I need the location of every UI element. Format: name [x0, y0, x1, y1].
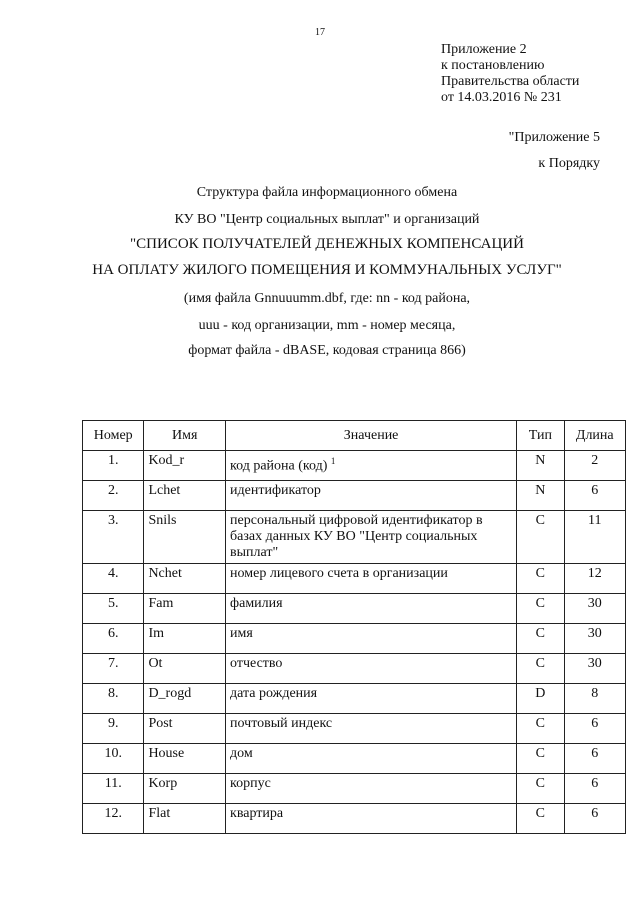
cell-num	[83, 564, 144, 594]
cell-length	[564, 714, 625, 744]
table-row	[83, 481, 626, 511]
table-row	[83, 654, 626, 684]
page-number: 17	[315, 27, 325, 38]
cell-type-text: C	[535, 596, 546, 611]
table-row	[83, 564, 626, 594]
cell-length-text: 30	[587, 626, 602, 641]
cell-num-text: 12.	[104, 806, 122, 821]
cell-length-text: 6	[591, 483, 599, 498]
title-line: формат файла - dBASE, кодовая страница 866)	[188, 343, 466, 358]
table-row	[83, 774, 626, 804]
cell-type	[517, 774, 564, 804]
footnote-marker: 1	[330, 456, 336, 466]
poryadok-label: к Порядку	[538, 156, 600, 171]
cell-type-text: N	[535, 453, 546, 468]
table-header-row	[83, 421, 626, 451]
cell-num-text: 6.	[107, 626, 119, 641]
cell-type-text: C	[535, 513, 546, 528]
cell-name-text: Flat	[148, 806, 171, 821]
cell-type-text: C	[535, 806, 546, 821]
cell-num-text: 1.	[107, 453, 119, 468]
cell-num	[83, 804, 144, 834]
cell-length	[564, 451, 625, 481]
cell-num	[83, 774, 144, 804]
cell-length-text: 6	[591, 746, 599, 761]
appendix-line: к постановлению	[441, 58, 545, 73]
cell-num	[83, 684, 144, 714]
cell-value-text: имя	[230, 626, 253, 641]
cell-value	[226, 804, 517, 834]
table-row	[83, 451, 626, 481]
cell-value	[226, 624, 517, 654]
cell-length	[564, 624, 625, 654]
cell-value-text: корпус	[230, 776, 271, 791]
cell-num-text: 9.	[107, 716, 119, 731]
cell-num	[83, 654, 144, 684]
cell-length-text: 30	[587, 656, 602, 671]
cell-type	[517, 744, 564, 774]
cell-length	[564, 654, 625, 684]
cell-name	[144, 511, 226, 564]
cell-num-text: 11.	[104, 776, 122, 791]
cell-num	[83, 511, 144, 564]
cell-name-text: Nchet	[148, 566, 182, 581]
title-line: Структура файла информационного обмена	[196, 185, 458, 200]
cell-value-text: дата рождения	[230, 686, 318, 701]
cell-name-text: Lchet	[148, 483, 181, 498]
cell-num-text: 4.	[107, 566, 119, 581]
cell-value-text: идентификатор	[230, 483, 321, 498]
cell-value	[226, 594, 517, 624]
table-row	[83, 511, 626, 564]
cell-num-text: 2.	[107, 483, 119, 498]
table-row	[83, 804, 626, 834]
cell-length	[564, 744, 625, 774]
cell-name	[144, 804, 226, 834]
cell-type	[517, 511, 564, 564]
cell-num	[83, 594, 144, 624]
cell-value-text: персональный цифровой идентификатор в базах данных КУ ВО "Центр социальных выплат"	[230, 513, 483, 560]
title-line: uuu - код организации, mm - номер месяца,	[198, 318, 456, 333]
cell-length-text: 11	[588, 513, 602, 528]
cell-value-text: почтовый индекс	[230, 716, 333, 731]
cell-type	[517, 564, 564, 594]
cell-value	[226, 744, 517, 774]
title-line: (имя файла Gnnuuumm.dbf, где: nn - код района,	[183, 291, 471, 306]
cell-num	[83, 624, 144, 654]
appendix-line: Приложение 2	[441, 42, 527, 57]
cell-length	[564, 564, 625, 594]
cell-name-text: D_rogd	[148, 686, 192, 701]
cell-name	[144, 654, 226, 684]
cell-name	[144, 481, 226, 511]
cell-num-text: 5.	[107, 596, 119, 611]
table-row	[83, 624, 626, 654]
cell-length-text: 12	[587, 566, 602, 581]
header-num: Номер	[83, 421, 144, 451]
cell-num	[83, 451, 144, 481]
cell-type	[517, 804, 564, 834]
cell-value-text: квартира	[230, 806, 284, 821]
cell-num-text: 8.	[107, 686, 119, 701]
cell-length-text: 8	[591, 686, 599, 701]
cell-length	[564, 594, 625, 624]
cell-length-text: 30	[587, 596, 602, 611]
appendix-line: Правительства области	[441, 74, 580, 89]
table-row	[83, 684, 626, 714]
cell-type-text: D	[535, 686, 546, 701]
header-type: Тип	[517, 421, 564, 451]
cell-name-text: Korp	[148, 776, 178, 791]
cell-name	[144, 744, 226, 774]
cell-num	[83, 481, 144, 511]
cell-name-text: Fam	[148, 596, 174, 611]
cell-value	[226, 451, 517, 481]
cell-name	[144, 594, 226, 624]
cell-length	[564, 804, 625, 834]
table-row	[83, 594, 626, 624]
cell-type-text: N	[535, 483, 546, 498]
cell-length	[564, 511, 625, 564]
cell-type-text: C	[535, 566, 546, 581]
cell-value-text: код района (код)	[230, 458, 328, 474]
cell-num-text: 10.	[104, 746, 122, 761]
cell-type-text: C	[535, 776, 546, 791]
cell-type-text: C	[535, 746, 546, 761]
cell-value	[226, 654, 517, 684]
cell-value-text: отчество	[230, 656, 283, 671]
fields-table	[82, 420, 626, 834]
cell-type-text: C	[535, 716, 546, 731]
cell-value-text: дом	[230, 746, 253, 761]
cell-length	[564, 684, 625, 714]
table-row	[83, 714, 626, 744]
cell-value	[226, 684, 517, 714]
cell-length-text: 2	[591, 453, 599, 468]
cell-type	[517, 684, 564, 714]
table-row	[83, 744, 626, 774]
cell-value	[226, 481, 517, 511]
cell-value	[226, 511, 517, 564]
cell-length	[564, 481, 625, 511]
cell-type-text: C	[535, 626, 546, 641]
header-name: Имя	[144, 421, 226, 451]
cell-name-text: Kod_r	[148, 453, 185, 468]
cell-value	[226, 564, 517, 594]
cell-value-text: фамилия	[230, 596, 283, 611]
cell-num-text: 3.	[107, 513, 119, 528]
cell-type	[517, 624, 564, 654]
cell-name	[144, 684, 226, 714]
cell-name	[144, 714, 226, 744]
cell-type	[517, 451, 564, 481]
cell-name-text: Im	[148, 626, 164, 641]
cell-type	[517, 654, 564, 684]
title-line: КУ ВО "Центр социальных выплат" и организаций	[174, 212, 480, 227]
appendix-block	[441, 42, 579, 106]
cell-name	[144, 451, 226, 481]
cell-name-text: Snils	[148, 513, 177, 528]
title-line: "СПИСОК ПОЛУЧАТЕЛЕЙ ДЕНЕЖНЫХ КОМПЕНСАЦИЙ	[130, 236, 524, 252]
cell-value	[226, 714, 517, 744]
cell-type-text: C	[535, 656, 546, 671]
cell-type	[517, 481, 564, 511]
header-length: Длина	[564, 421, 625, 451]
cell-num-text: 7.	[107, 656, 119, 671]
cell-length-text: 6	[591, 776, 599, 791]
header-value: Значение	[226, 421, 517, 451]
cell-num	[83, 714, 144, 744]
appendix-line: от 14.03.2016 № 231	[441, 90, 562, 105]
cell-num	[83, 744, 144, 774]
cell-value	[226, 774, 517, 804]
cell-type	[517, 594, 564, 624]
cell-name	[144, 564, 226, 594]
cell-length-text: 6	[591, 806, 599, 821]
cell-length	[564, 774, 625, 804]
cell-name-text: Ot	[148, 656, 163, 671]
cell-type	[517, 714, 564, 744]
cell-value-text: номер лицевого счета в организации	[230, 566, 448, 581]
cell-length-text: 6	[591, 716, 599, 731]
appendix-5-label: "Приложение 5	[508, 130, 600, 145]
cell-name-text: Post	[148, 716, 173, 731]
cell-name	[144, 624, 226, 654]
title-line: НА ОПЛАТУ ЖИЛОГО ПОМЕЩЕНИЯ И КОММУНАЛЬНЫХ УСЛУГ"	[92, 262, 562, 278]
cell-name	[144, 774, 226, 804]
cell-name-text: House	[148, 746, 185, 761]
